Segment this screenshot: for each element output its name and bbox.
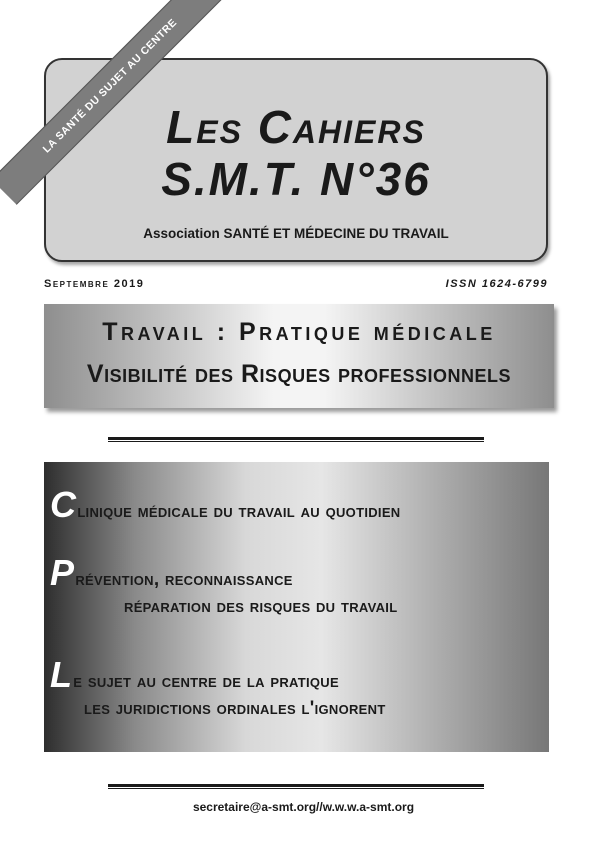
theme-line-2: Visibilité des Risques professionnels	[86, 360, 512, 388]
topic-1-initial: C	[50, 484, 77, 525]
topic-1	[50, 484, 555, 526]
meta-row	[44, 278, 548, 290]
topic-3-text: e sujet au centre de la pratique	[73, 671, 339, 692]
theme-line-1: Travail : Pratique médicale	[102, 318, 496, 346]
issue-date: Septembre 2019	[44, 278, 145, 290]
topic-2-text: révention, reconnaissance	[75, 569, 293, 590]
corner-band-text: LA SANTÉ DU SUJET AU CENTRE	[40, 16, 180, 156]
topic-2-line-2: réparation des risques du travail	[124, 596, 398, 617]
issn: ISSN 1624-6799	[445, 278, 548, 290]
topic-3-initial: L	[50, 654, 73, 695]
theme-box	[44, 304, 554, 408]
topic-2-initial: P	[50, 552, 75, 593]
association-name: Association SANTÉ ET MÉDECINE DU TRAVAIL	[143, 226, 449, 241]
topic-2	[50, 552, 555, 594]
title-line-2: S.M.T. N°36	[161, 153, 431, 205]
divider-top	[108, 437, 484, 442]
topics-box	[44, 462, 549, 752]
divider-bottom	[108, 784, 484, 789]
title-line-1: Les Cahiers	[166, 101, 426, 153]
topic-1-text: linique médicale du travail au quotidien	[77, 501, 401, 522]
topic-3-line-2: les juridictions ordinales l'ignorent	[84, 698, 386, 719]
footer-contact: secretaire@a-smt.org//w.w.w.a-smt.org	[192, 800, 415, 814]
topic-3	[50, 654, 555, 696]
